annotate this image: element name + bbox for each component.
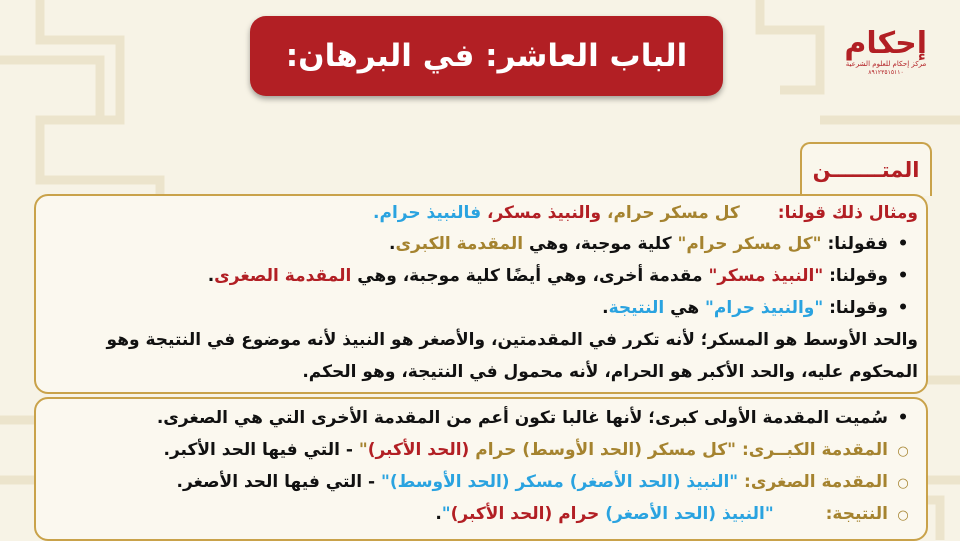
major-middle-term: (الحد الأوسط) [522,440,642,460]
circle-bullet-icon: ○ [897,476,909,491]
bullet-line-2 [208,261,918,291]
circle-bullet-icon: ○ [897,444,909,459]
bullet-line-1 [389,229,918,259]
bullet-3-term: النتيجة [608,298,665,318]
example-part-2: والنبيذ مسكر، [487,203,602,223]
bullet-1-middle: كلية موجبة، وهي [523,234,678,254]
paragraph-line-2: المحكوم عليه، والحد الأكبر هو الحرام، لأنه محمول في النتيجة، وهو الحكم. [302,362,918,382]
text-box-main [34,194,928,394]
minor-quote-start: "النبيذ [680,472,739,492]
bullet-dot: • [897,266,909,286]
minor-label: المقدمة الصغرى: [738,472,888,492]
bullet-2-middle: مقدمة أخرى، وهي أيضًا كلية موجبة، وهي [351,266,709,286]
bullet-1-end: . [389,234,396,254]
bullet-1-term: المقدمة الكبرى [395,234,524,254]
section-tab: المتـــــــن [800,142,932,196]
minor-predicate: مسكر [509,472,570,492]
circle-bullet-icon: ○ [897,508,909,523]
conclusion-predicate: حرام [552,504,606,524]
conclusion-quote-end: " [441,504,451,524]
premise-major-line [164,435,918,467]
paragraph-line-1: والحد الأوسط هو المسكر؛ لأنه تكرر في المقدمتين، والأصغر هو النبيذ لأنه موضوع في النتيجة وهو [106,330,918,350]
bullet-dot: • [897,408,909,428]
major-predicate: حرام [469,440,523,460]
bullet-2-term: المقدمة الصغرى [214,266,352,286]
conclusion-label: النتيجة: [819,504,888,524]
major-end: - التي فيها الحد الأكبر. [163,440,359,460]
example-part-1: كل مسكر حرام، [607,203,740,223]
bullet-2-end: . [207,266,215,286]
logo-name: إحكام [844,26,927,61]
bullet-line-3 [602,293,918,323]
bullet-dot: • [897,298,909,318]
bullet-1-prefix: فقولنا: [821,234,888,254]
major-quote-end: " [358,440,368,460]
logo-number: ٨٩١٢٣٥١٥١١٠ [868,69,904,76]
major-term: (الحد الأكبر) [367,440,470,460]
bullet-1-quote: "كل مسكر حرام" [677,234,822,254]
premise-minor-line [176,467,918,499]
conclusion-end: . [435,504,442,524]
example-line [373,198,918,228]
major-quote-start: "كل مسكر [642,440,737,460]
conclusion-minor-term: (الحد الأصغر) [605,504,717,524]
example-part-3: فالنبيذ حرام. [373,203,482,223]
notes-bullet-line [157,403,918,433]
text-box-notes [34,397,928,541]
bullet-2-quote: "النبيذ مسكر" [708,266,824,286]
notes-bullet-text: سُميت المقدمة الأولى كبرى؛ لأنها غالبا تكون أعم من المقدمة الأخرى التي هي الصغرى. [156,408,888,428]
conclusion-major-term: (الحد الأكبر) [450,504,553,524]
bullet-2-prefix: وقولنا: [823,266,888,286]
conclusion-quote-start: "النبيذ [716,504,774,524]
bullet-dot: • [897,234,909,254]
minor-quote-end: " [380,472,390,492]
bullet-3-prefix: وقولنا: [823,298,888,318]
minor-end: - التي فيها الحد الأصغر. [176,472,381,492]
page-title: الباب العاشر: في البرهان: [250,16,723,96]
logo-subtitle: مركز إحكام للعلوم الشرعية [845,60,927,68]
conclusion-line [435,499,918,531]
logo [845,28,927,98]
minor-minor-term: (الحد الأصغر) [569,472,681,492]
bullet-3-quote: "والنبيذ حرام" [705,298,824,318]
bullet-3-end: . [602,298,609,318]
minor-middle-term: (الحد الأوسط) [389,472,510,492]
bullet-3-middle: هي [664,298,706,318]
example-intro-label: ومثال ذلك قولنا: [777,203,918,223]
major-label: المقدمة الكبــرى: [736,440,888,460]
